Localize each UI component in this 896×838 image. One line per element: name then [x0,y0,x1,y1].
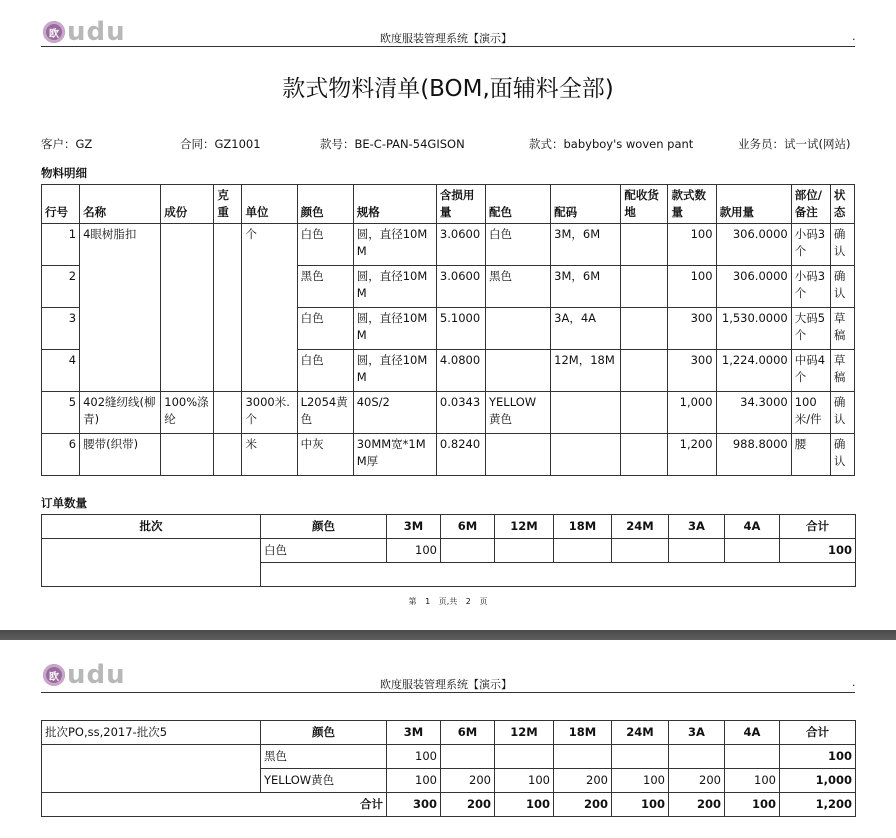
order-qty [669,539,725,563]
material-usage: 306.0000 [716,266,791,308]
material-match-color: 白色 [486,224,551,266]
order-sum-row [42,793,856,817]
order-sum-label: 合计 [42,793,387,817]
material-loss-qty: 3.0600 [436,266,485,308]
material-usage: 1,224.0000 [716,350,791,392]
col-header: 6M [441,721,495,745]
col-header: 颜色 [297,185,353,224]
col-header: 单位 [242,185,297,224]
material-match-color [486,434,551,476]
row-no: 5 [42,392,80,434]
material-weight [214,224,242,392]
material-color: 中灰 [297,434,353,476]
order-qty [725,539,780,563]
logo [43,660,126,690]
material-color: L2054黄色 [297,392,353,434]
info-style-no: 款号：BE-C-PAN-54GISON [320,137,465,151]
col-header: 配色 [486,185,551,224]
order-sum-qty: 200 [441,793,495,817]
order-qty: 200 [441,769,495,793]
material-usage: 1,530.0000 [716,308,791,350]
order-qty: 200 [554,769,612,793]
col-header: 3A [669,515,725,539]
col-header: 18M [554,515,612,539]
material-unit: 3000米.个 [242,392,297,434]
material-color: 白色 [297,308,353,350]
col-header: 部位/备注 [791,185,830,224]
order-header-row [42,721,856,745]
logo-icon: 欧 [43,21,65,43]
material-match-size: 12M，18M [551,350,621,392]
material-name: 4眼树脂扣 [80,224,161,392]
order-qty [725,745,780,769]
order-color: YELLOW黄色 [261,769,387,793]
material-status: 确认 [830,224,854,266]
col-header: 状态 [830,185,854,224]
row-no: 6 [42,434,80,476]
logo-icon: 欧 [43,664,65,686]
material-status: 草稿 [830,308,854,350]
order-color: 黑色 [261,745,387,769]
order-qty: 100 [387,539,441,563]
order-batch-empty [42,745,261,793]
col-header: 4A [725,515,780,539]
col-header: 12M [495,515,554,539]
col-header: 12M [495,721,554,745]
col-header: 名称 [80,185,161,224]
row-no: 3 [42,308,80,350]
material-receive [621,392,668,434]
order-table-page2 [41,720,856,817]
col-header: 款式数量 [668,185,716,224]
system-title: 欧度服装管理系统【演示】 [380,678,512,691]
material-spec: 圆，直径10MM [353,308,436,350]
material-header-row [42,185,855,224]
logo [43,17,126,47]
col-header: 3A [669,721,725,745]
material-usage: 34.3000 [716,392,791,434]
material-receive [621,350,668,392]
header-dot: . [852,676,856,689]
material-composition [161,224,214,392]
order-qty [612,539,669,563]
material-position: 大码5个 [791,308,830,350]
material-loss-qty: 0.8240 [436,434,485,476]
col-header: 18M [554,721,612,745]
row-no: 2 [42,266,80,308]
info-salesperson: 业务员：试一试(网站) [738,137,851,151]
order-qty [554,539,612,563]
order-batch [42,539,261,587]
material-weight [214,392,242,434]
material-composition: 100%涤纶 [161,392,214,434]
table-row [42,224,855,266]
logo-text: udu [67,660,126,690]
material-position: 小码3个 [791,224,830,266]
col-header: 配码 [551,185,621,224]
material-spec: 圆，直径10MM [353,266,436,308]
order-qty: 100 [387,745,441,769]
system-title: 欧度服装管理系统【演示】 [380,32,512,45]
material-spec: 40S/2 [353,392,436,434]
header-divider [41,46,855,47]
col-header: 24M [612,515,669,539]
col-header: 含损用量 [436,185,485,224]
info-style: 款式：babyboy's woven pant [529,137,694,151]
table-row [42,539,856,563]
order-batch-label: 批次PO,ss,2017-批次5 [42,721,261,745]
material-position: 小码3个 [791,266,830,308]
col-header: 款用量 [716,185,791,224]
material-style-qty: 1,000 [668,392,716,434]
material-match-size: 3M，6M [551,224,621,266]
col-header: 24M [612,721,669,745]
info-customer: 客户：GZ [41,137,93,151]
material-match-size [551,434,621,476]
order-qty: 100 [387,769,441,793]
col-header: 行号 [42,185,80,224]
material-table [41,184,855,476]
order-total: 1,000 [780,769,856,793]
col-header: 6M [441,515,495,539]
material-receive [621,266,668,308]
logo-text: udu [67,17,126,47]
order-sum-qty: 200 [669,793,725,817]
material-status: 确认 [830,266,854,308]
order-sum-qty: 200 [554,793,612,817]
material-match-size: 3M，6M [551,266,621,308]
material-style-qty: 300 [668,308,716,350]
material-style-qty: 100 [668,266,716,308]
material-name: 402缝纫线(柳青) [80,392,161,434]
order-qty [495,745,554,769]
material-spec: 30MM宽*1MM厚 [353,434,436,476]
header-dot: . [852,30,856,43]
order-total: 100 [780,745,856,769]
order-qty: 100 [612,769,669,793]
col-header: 3M [387,721,441,745]
order-qty [441,745,495,769]
material-spec: 圆，直径10MM [353,350,436,392]
header-divider [41,692,855,693]
material-style-qty: 300 [668,350,716,392]
material-receive [621,224,668,266]
material-position: 中码4个 [791,350,830,392]
order-qty [612,745,669,769]
material-loss-qty: 4.0800 [436,350,485,392]
material-style-qty: 1,200 [668,434,716,476]
material-section-label: 物料明细 [41,166,87,180]
col-header: 成份 [161,185,214,224]
order-section-label: 订单数量 [41,496,87,510]
col-header: 颜色 [261,515,387,539]
table-row [42,434,855,476]
order-sum-qty: 300 [387,793,441,817]
material-match-color: 黑色 [486,266,551,308]
page-number: 第 1 页,共 2 页 [408,597,488,606]
col-header: 合计 [780,515,856,539]
material-loss-qty: 3.0600 [436,224,485,266]
row-no: 4 [42,350,80,392]
material-status: 草稿 [830,350,854,392]
document-title: 款式物料清单(BOM,面辅料全部) [282,76,614,102]
col-header: 规格 [353,185,436,224]
material-position: 100米/件 [791,392,830,434]
order-color: 白色 [261,539,387,563]
col-header: 合计 [780,721,856,745]
order-qty [495,539,554,563]
material-color: 白色 [297,350,353,392]
order-sum-qty: 100 [725,793,780,817]
order-sum-qty: 100 [495,793,554,817]
order-qty [554,745,612,769]
col-header: 配收货地 [621,185,668,224]
material-match-color: YELLOW黄色 [486,392,551,434]
material-status: 确认 [830,392,854,434]
material-loss-qty: 5.1000 [436,308,485,350]
material-unit: 个 [242,224,297,392]
material-weight [214,434,242,476]
page-separator [0,630,896,640]
material-match-color [486,308,551,350]
material-position: 腰 [791,434,830,476]
order-qty: 100 [495,769,554,793]
order-header-row [42,515,856,539]
order-table-page1 [41,514,856,587]
col-header: 颜色 [261,721,387,745]
order-qty: 200 [669,769,725,793]
col-header: 3M [387,515,441,539]
material-spec: 圆，直径10MM [353,224,436,266]
material-usage: 988.8000 [716,434,791,476]
order-sum-qty: 100 [612,793,669,817]
material-match-color [486,350,551,392]
order-qty [441,539,495,563]
info-contract: 合同：GZ1001 [180,137,261,151]
material-loss-qty: 0.0343 [436,392,485,434]
material-receive [621,434,668,476]
material-receive [621,308,668,350]
material-color: 白色 [297,224,353,266]
order-qty: 100 [725,769,780,793]
order-sum-total: 1,200 [780,793,856,817]
material-status: 确认 [830,434,854,476]
material-usage: 306.0000 [716,224,791,266]
material-name: 腰带(织带) [80,434,161,476]
col-header: 4A [725,721,780,745]
table-row [42,745,856,769]
row-no: 1 [42,224,80,266]
page-2 [0,640,896,838]
order-qty [669,745,725,769]
material-color: 黑色 [297,266,353,308]
order-empty-row [261,563,856,587]
material-match-size [551,392,621,434]
material-unit: 米 [242,434,297,476]
table-row [42,392,855,434]
material-composition [161,434,214,476]
col-header: 批次 [42,515,261,539]
col-header: 克重 [214,185,242,224]
material-match-size: 3A，4A [551,308,621,350]
material-style-qty: 100 [668,224,716,266]
order-total: 100 [780,539,856,563]
